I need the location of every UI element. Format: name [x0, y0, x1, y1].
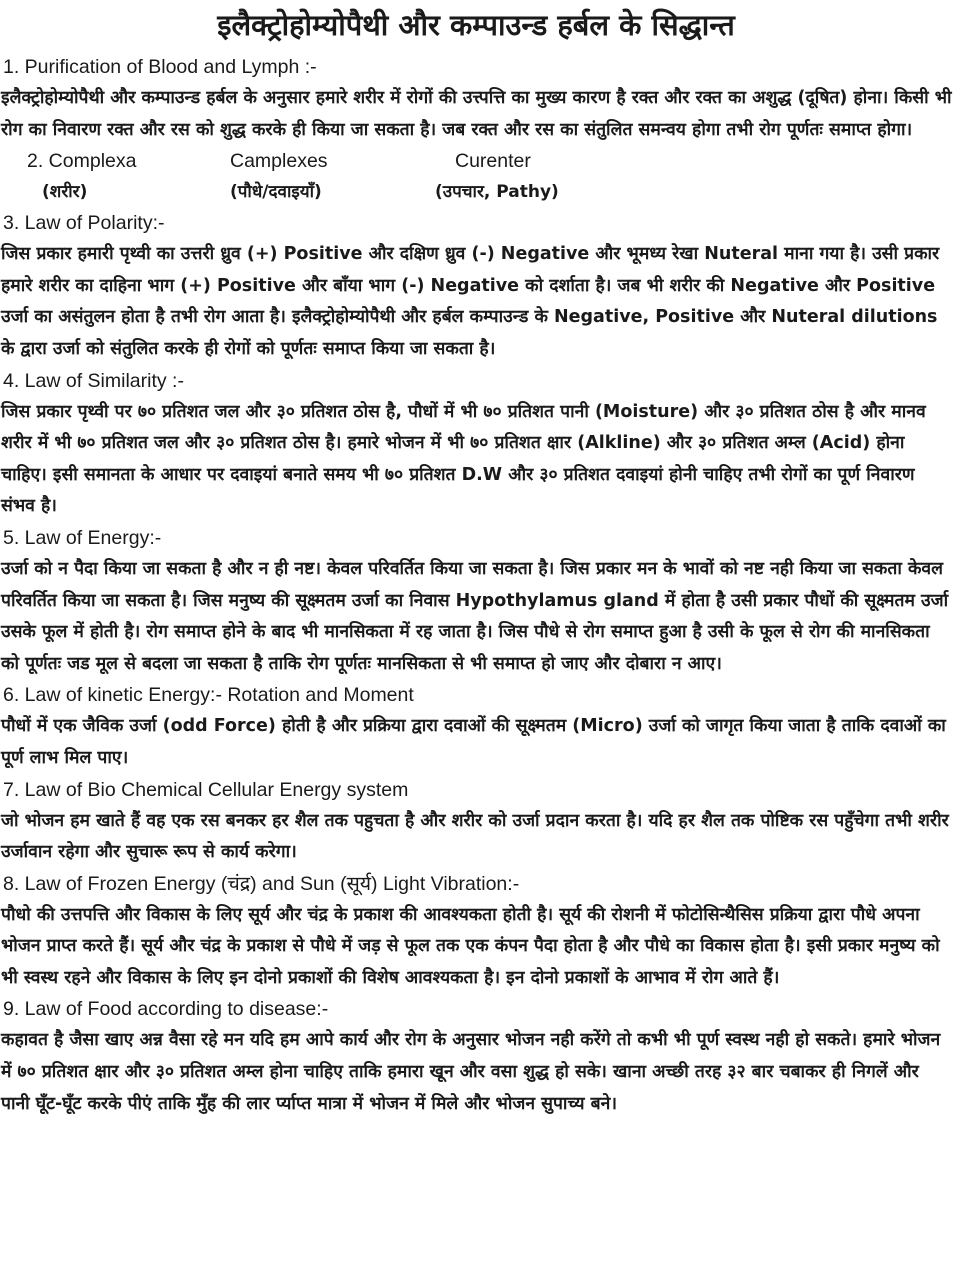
section-heading: 1. Purification of Blood and Lymph :- [3, 56, 317, 78]
meaning-body: (शरीर) [42, 182, 88, 203]
section-heading: 4. Law of Similarity :- [3, 369, 184, 392]
term-complexa: 2. Complexa [27, 150, 137, 173]
terms-row [0, 146, 952, 177]
section-body: कहावत है जैसा खाए अन्न वैसा रहे मन यदि हम आपे कार्य और रोग के अनुसार भोजन नही करेंगे तो कभी भी पूर्ण स्वस्थ नही हो सकते। हमारे भोजन में ७० प्रतिशत क्षार और ३० प्रतिशत अम्ल होना चाहिए ताकि हमारा खून और वसा शुद्ध हो सके। खाना अच्छी तरह ३२ बार चबाकर ही निगलें और पानी घूँट-घूँट करके पीएं ताकि मुँह की लार र्प्याप्त मात्रा में भोजन में मिले और भोजन सुपाच्य बने। [1, 1030, 941, 1114]
section-heading: 9. Law of Food according to disease:- [3, 998, 329, 1021]
section-food [0, 994, 952, 1120]
section-body: पौधों में एक जैविक उर्जा (odd Force) होती है और प्रक्रिया द्वारा दवाओं की सूक्ष्मतम (Micro) उर्जा को जागृत किया जाता है ताकि दवाओं का पूर्ण लाभ मिल पाए। [1, 716, 946, 768]
section-heading: 3. Law of Polarity:- [3, 212, 165, 235]
term-curenter: Curenter [455, 150, 531, 173]
section-body: जिस प्रकार पृथ्वी पर ७० प्रतिशत जल और ३० प्रतिशत ठोस है, पौधों में भी ७० प्रतिशत पानी (Moisture) और ३० प्रतिशत ठोस है और मानव शरीर में भी ७० प्रतिशत जल और ३० प्रतिशत ठोस है। हमारे भोजन में भी ७० प्रतिशत क्षार (Alkline) और ३० प्रतिशत अम्ल (Acid) होना चाहिए। इसी समानता के आधार पर दवाइयां बनाते समय भी ७० प्रतिशत D.W और ३० प्रतिशत दवाइयां होनी चाहिए तभी रोगों का पूर्ण निवारण संभव है। [1, 401, 926, 517]
section-blood-purification [0, 52, 952, 146]
section-body: पौधो की उत्तपत्ति और विकास के लिए सूर्य और चंद्र के प्रकाश की आवश्यकता होती है। सूर्य की रोशनी में फोटोसिन्थैसिस प्रक्रिया द्वारा पौधे अपना भोजन प्राप्त करते हैं। सूर्य और चंद्र के प्रकाश से पौधे में जड़ से फूल तक एक कंपन पैदा होता है और पौधे का विकास होता है। इसी प्रकार मनुष्य को भी स्वस्थ रहने और विकास के लिए इन दोनो प्रकाशों की विशेष आवश्यकता है। इन दोनो प्रकाशों के आभाव में रोग आते हैं। [1, 904, 940, 988]
section-bio-chemical [0, 775, 952, 869]
meaning-treatment: (उपचार, Pathy) [435, 182, 559, 203]
section-kinetic-energy [0, 680, 952, 774]
section-similarity [0, 366, 952, 523]
section-heading: 6. Law of kinetic Energy:- Rotation and Moment [3, 684, 414, 707]
page-title: इलैक्ट्रोहोम्योपैथी और कम्पाउन्ड हर्बल के सिद्धान्त [217, 8, 735, 42]
section-polarity [0, 208, 952, 365]
section-heading: 7. Law of Bio Chemical Cellular Energy system [3, 778, 409, 801]
meaning-plants: (पौधे/दवाइयाँ) [230, 182, 322, 203]
section-body: उर्जा को न पैदा किया जा सकता है और न ही नष्ट। केवल परिवर्तित किया जा सकता है। जिस प्रकार मन के भावों को नष्ट नही किया जा सकता केवल परिवर्तित किया जा सकता है। जिस मनुष्य की सूक्ष्मतम उर्जा का निवास Hypothylamus gland में होता है उसी प्रकार पौधों की सूक्ष्मतम उर्जा उसके फूल में होती है। रोग समाप्त होने के बाद भी मानसिकता में रह जाता है। जिस पौधे से रोग समाप्त हुआ है उसी के फूल से रोग की मानसिकता को पूर्णतः जड मूल से बदला जा सकता है ताकि रोग पूर्णतः मानसिकता से भी समाप्त हो जाए और दोबारा न आए। [1, 558, 949, 674]
section-body: जिस प्रकार हमारी पृथ्वी का उत्तरी ध्रुव (+) Positive और दक्षिण ध्रुव (-) Negative और भूमध्य रेखा Nuteral माना गया है। उसी प्रकार हमारे शरीर का दाहिना भाग (+) Positive और बाँया भाग (-) Negative को दर्शाता है। जब भी शरीर की Negative और Positive उर्जा का असंतुलन होता है तभी रोग आता है। इलैक्ट्रोहोम्योपैथी और हर्बल कम्पाउन्ड के Negative, Positive और Nuteral dilutions के द्वारा उर्जा को संतुलित करके ही रोगों को पूर्णतः समाप्त किया जा सकता है। [1, 244, 940, 359]
section-heading: 5. Law of Energy:- [3, 526, 162, 549]
section-frozen-energy [0, 869, 952, 995]
section-body: जो भोजन हम खाते हैं वह एक रस बनकर हर शैल तक पहुचता है और शरीर को उर्जा प्रदान करता है। यदि हर शैल तक पोष्टिक रस पहुँचेगा तभी शरीर उर्जावान रहेगा और सुचारू रूप से कार्य करेगा। [1, 810, 949, 863]
section-heading: 8. Law of Frozen Energy (चंद्र) and Sun (सूर्य) Light Vibration:- [3, 872, 520, 895]
meanings-row [0, 177, 952, 208]
section-energy [0, 523, 952, 680]
term-camplexes: Camplexes [230, 150, 328, 173]
section-body: इलैक्ट्रोहोम्योपैथी और कम्पाउन्ड हर्बल के अनुसार हमारे शरीर में रोगों की उत्त्पत्ति का मुख्य कारण है रक्त और रक्त का अशुद्ध (दूषित) होना। किसी भी रोग का निवारण रक्त और रस को शुद्ध करके ही किया जा सकता है। जब रक्त और रस का संतुलित समन्वय होगा तभी रोग पूर्णतः समाप्त होगा। [1, 88, 952, 140]
section-complexa [0, 146, 952, 208]
